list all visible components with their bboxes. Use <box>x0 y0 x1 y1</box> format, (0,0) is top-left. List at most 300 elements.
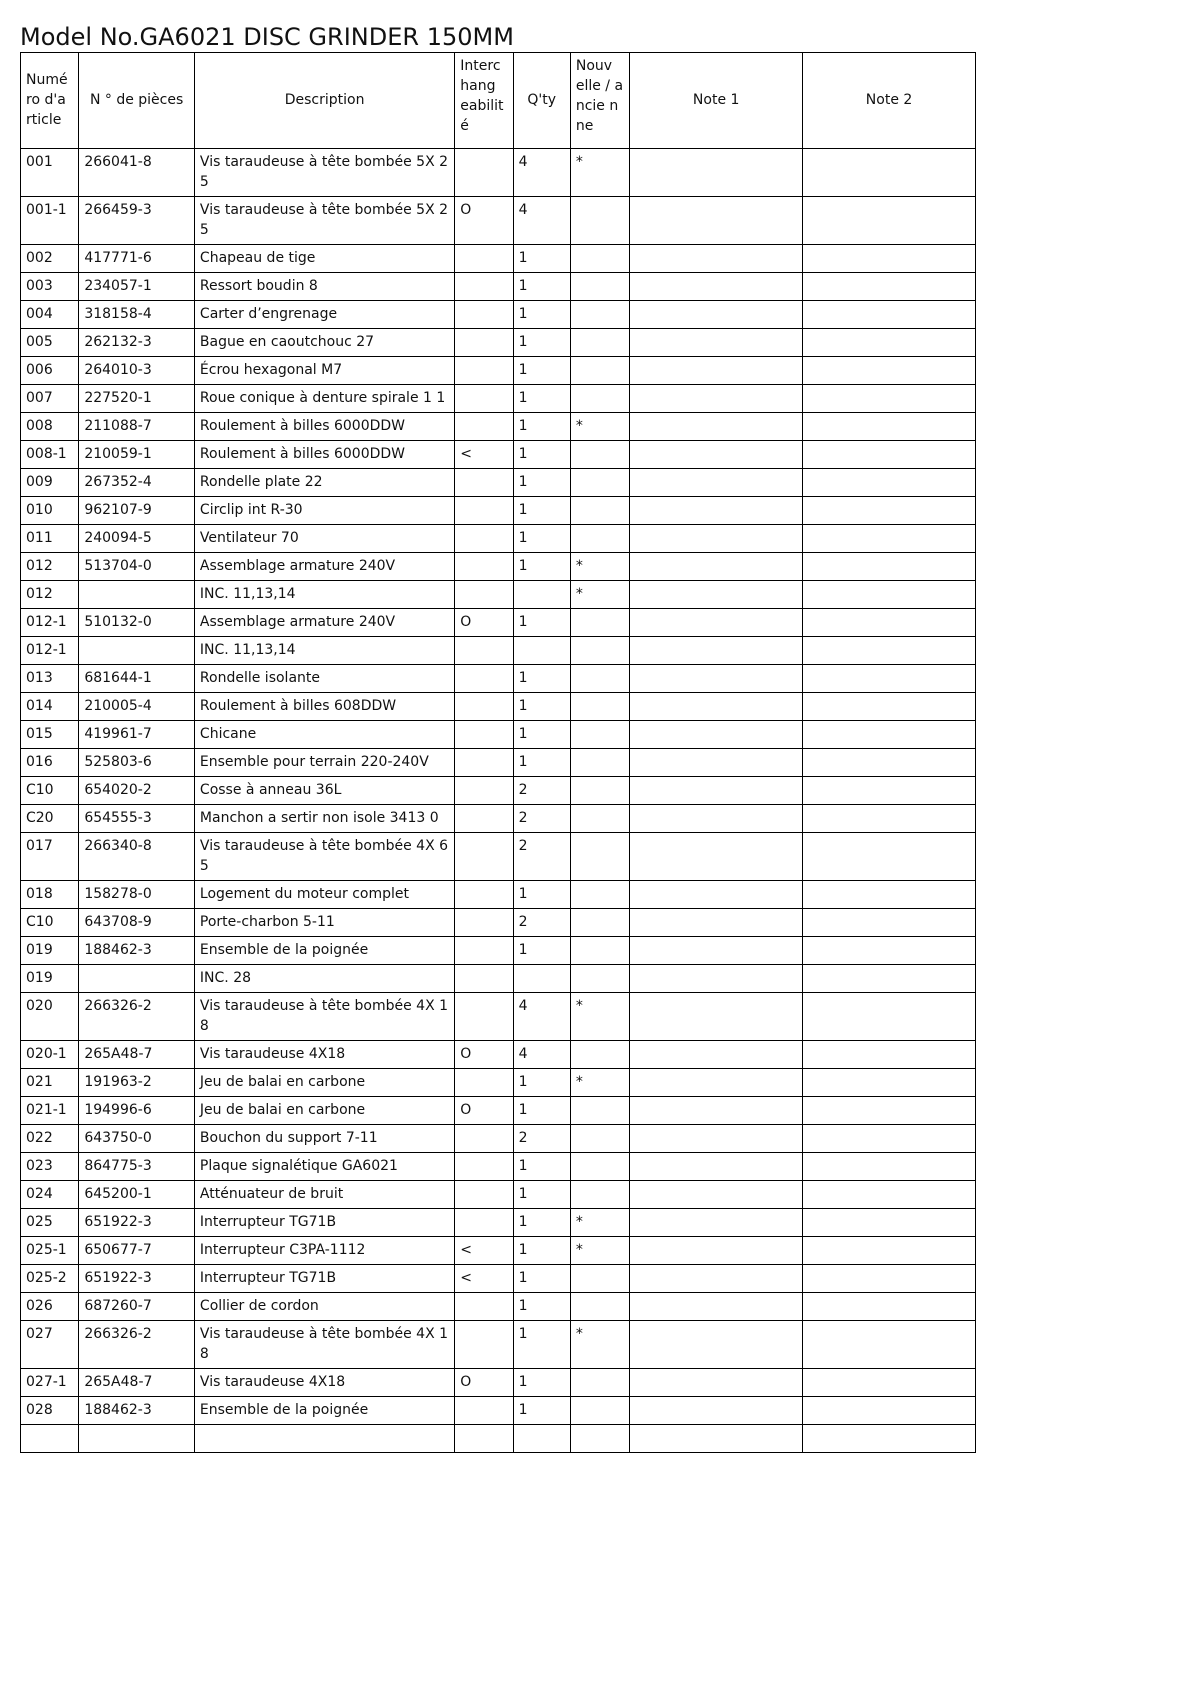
cell-item-number: 014 <box>21 693 79 721</box>
cell-part-number: 234057-1 <box>79 273 195 301</box>
cell-new-old <box>570 385 629 413</box>
cell-note-1 <box>630 777 803 805</box>
cell-description: Atténuateur de bruit <box>194 1181 454 1209</box>
cell-part-number: 654020-2 <box>79 777 195 805</box>
cell-note-1 <box>630 909 803 937</box>
cell-new-old <box>570 1125 629 1153</box>
cell-note-2 <box>803 909 976 937</box>
cell-item-number: 004 <box>21 301 79 329</box>
cell-note-1 <box>630 1181 803 1209</box>
cell-new-old <box>570 497 629 525</box>
cell-part-number: 267352-4 <box>79 469 195 497</box>
cell-item-number: 008-1 <box>21 441 79 469</box>
cell-part-number: 266340-8 <box>79 833 195 881</box>
cell-item-number: C10 <box>21 909 79 937</box>
document-title: Model No.GA6021 DISC GRINDER 150MM <box>20 23 514 51</box>
cell-item-number: 024 <box>21 1181 79 1209</box>
cell-note-1 <box>630 1069 803 1097</box>
cell-quantity <box>513 581 570 609</box>
table-row <box>21 1369 976 1397</box>
cell-interchangeability <box>455 777 513 805</box>
cell-quantity: 2 <box>513 833 570 881</box>
cell-note-1 <box>630 497 803 525</box>
cell-new-old <box>570 329 629 357</box>
cell-note-1 <box>630 245 803 273</box>
cell-interchangeability <box>455 721 513 749</box>
table-row <box>21 1265 976 1293</box>
cell-interchangeability <box>455 1209 513 1237</box>
cell-quantity: 1 <box>513 721 570 749</box>
cell-note-2 <box>803 1153 976 1181</box>
cell-new-old <box>570 197 629 245</box>
cell-part-number: 211088-7 <box>79 413 195 441</box>
cell-note-2 <box>803 357 976 385</box>
cell-quantity: 1 <box>513 553 570 581</box>
cell-part-number: 265A48-7 <box>79 1369 195 1397</box>
cell-note-1 <box>630 749 803 777</box>
cell-new-old <box>570 245 629 273</box>
table-row-empty <box>21 1425 976 1453</box>
table-row <box>21 777 976 805</box>
cell-part-number: 962107-9 <box>79 497 195 525</box>
parts-table-body <box>21 149 976 1453</box>
cell-note-2 <box>803 1265 976 1293</box>
cell-quantity <box>513 965 570 993</box>
cell-part-number <box>79 581 195 609</box>
table-row <box>21 1125 976 1153</box>
cell-note-1 <box>630 525 803 553</box>
cell-new-old <box>570 693 629 721</box>
table-row <box>21 721 976 749</box>
cell-note-2 <box>803 993 976 1041</box>
cell-note-2 <box>803 497 976 525</box>
cell-note-2 <box>803 1369 976 1397</box>
cell-description: Écrou hexagonal M7 <box>194 357 454 385</box>
table-row <box>21 197 976 245</box>
cell-new-old <box>570 609 629 637</box>
cell-note-2 <box>803 937 976 965</box>
cell-interchangeability <box>455 553 513 581</box>
cell-quantity: 1 <box>513 245 570 273</box>
cell-item-number: 026 <box>21 1293 79 1321</box>
cell-note-2 <box>803 1209 976 1237</box>
cell-quantity: 1 <box>513 385 570 413</box>
cell-interchangeability <box>455 637 513 665</box>
empty-cell <box>194 1425 454 1453</box>
cell-new-old: * <box>570 581 629 609</box>
cell-interchangeability: O <box>455 197 513 245</box>
cell-new-old <box>570 1265 629 1293</box>
cell-quantity: 1 <box>513 441 570 469</box>
table-row <box>21 149 976 197</box>
cell-description: Roulement à billes 6000DDW <box>194 441 454 469</box>
table-row <box>21 1397 976 1425</box>
cell-note-1 <box>630 721 803 749</box>
cell-note-1 <box>630 693 803 721</box>
cell-description: Ensemble pour terrain 220-240V <box>194 749 454 777</box>
cell-item-number: 008 <box>21 413 79 441</box>
cell-note-2 <box>803 1041 976 1069</box>
cell-description: Rondelle isolante <box>194 665 454 693</box>
cell-new-old <box>570 881 629 909</box>
cell-description: Assemblage armature 240V <box>194 553 454 581</box>
header-part-number: N ° de pièces <box>79 53 195 149</box>
table-row <box>21 637 976 665</box>
cell-quantity: 1 <box>513 1265 570 1293</box>
cell-new-old <box>570 1041 629 1069</box>
cell-note-1 <box>630 665 803 693</box>
cell-item-number: 011 <box>21 525 79 553</box>
cell-description: Logement du moteur complet <box>194 881 454 909</box>
cell-interchangeability <box>455 881 513 909</box>
cell-new-old <box>570 721 629 749</box>
cell-part-number: 210005-4 <box>79 693 195 721</box>
table-row <box>21 441 976 469</box>
cell-interchangeability: O <box>455 1097 513 1125</box>
cell-interchangeability: O <box>455 1041 513 1069</box>
cell-note-2 <box>803 469 976 497</box>
cell-item-number: 028 <box>21 1397 79 1425</box>
cell-part-number <box>79 965 195 993</box>
cell-quantity <box>513 637 570 665</box>
cell-new-old <box>570 301 629 329</box>
cell-part-number: 651922-3 <box>79 1209 195 1237</box>
cell-part-number: 318158-4 <box>79 301 195 329</box>
cell-new-old <box>570 833 629 881</box>
table-row <box>21 749 976 777</box>
cell-note-2 <box>803 273 976 301</box>
cell-item-number: 020 <box>21 993 79 1041</box>
cell-interchangeability <box>455 993 513 1041</box>
cell-interchangeability: < <box>455 1237 513 1265</box>
cell-part-number: 681644-1 <box>79 665 195 693</box>
cell-interchangeability <box>455 385 513 413</box>
cell-interchangeability <box>455 1397 513 1425</box>
cell-interchangeability <box>455 965 513 993</box>
cell-new-old <box>570 937 629 965</box>
empty-cell <box>455 1425 513 1453</box>
cell-quantity: 1 <box>513 1209 570 1237</box>
header-interchangeability: Interc hang eabilit é <box>455 53 513 149</box>
cell-part-number: 262132-3 <box>79 329 195 357</box>
cell-new-old: * <box>570 1237 629 1265</box>
cell-item-number: 023 <box>21 1153 79 1181</box>
cell-description: Roue conique à denture spirale 1 1 <box>194 385 454 413</box>
header-item-number: Numé ro d'a rticle <box>21 53 79 149</box>
cell-new-old <box>570 805 629 833</box>
cell-note-2 <box>803 525 976 553</box>
cell-quantity: 4 <box>513 993 570 1041</box>
cell-description: Chapeau de tige <box>194 245 454 273</box>
cell-description: Interrupteur TG71B <box>194 1265 454 1293</box>
cell-quantity: 1 <box>513 1397 570 1425</box>
cell-description: Jeu de balai en carbone <box>194 1069 454 1097</box>
cell-note-1 <box>630 1041 803 1069</box>
cell-item-number: 018 <box>21 881 79 909</box>
cell-part-number: 513704-0 <box>79 553 195 581</box>
cell-new-old <box>570 1153 629 1181</box>
header-note-2: Note 2 <box>803 53 976 149</box>
cell-item-number: 025-1 <box>21 1237 79 1265</box>
cell-item-number: 005 <box>21 329 79 357</box>
cell-part-number: 417771-6 <box>79 245 195 273</box>
cell-interchangeability <box>455 805 513 833</box>
cell-note-2 <box>803 805 976 833</box>
empty-cell <box>21 1425 79 1453</box>
cell-item-number: 012-1 <box>21 609 79 637</box>
cell-item-number: 012 <box>21 581 79 609</box>
cell-item-number: 020-1 <box>21 1041 79 1069</box>
cell-note-2 <box>803 777 976 805</box>
table-row <box>21 937 976 965</box>
header-new-old: Nouv elle / ancie nne <box>570 53 629 149</box>
cell-new-old: * <box>570 1069 629 1097</box>
cell-note-1 <box>630 805 803 833</box>
cell-note-1 <box>630 385 803 413</box>
cell-interchangeability <box>455 413 513 441</box>
table-row <box>21 1237 976 1265</box>
cell-part-number: 510132-0 <box>79 609 195 637</box>
cell-description: Vis taraudeuse à tête bombée 5X 25 <box>194 197 454 245</box>
cell-part-number: 266326-2 <box>79 993 195 1041</box>
cell-note-2 <box>803 581 976 609</box>
cell-item-number: 012-1 <box>21 637 79 665</box>
cell-description: Vis taraudeuse 4X18 <box>194 1369 454 1397</box>
cell-interchangeability <box>455 693 513 721</box>
cell-item-number: C10 <box>21 777 79 805</box>
table-row <box>21 1321 976 1369</box>
cell-part-number: 188462-3 <box>79 1397 195 1425</box>
cell-note-2 <box>803 609 976 637</box>
cell-interchangeability <box>455 301 513 329</box>
cell-new-old <box>570 525 629 553</box>
cell-item-number: 025-2 <box>21 1265 79 1293</box>
cell-interchangeability <box>455 273 513 301</box>
cell-note-2 <box>803 245 976 273</box>
cell-description: Ventilateur 70 <box>194 525 454 553</box>
cell-item-number: 017 <box>21 833 79 881</box>
cell-description: Vis taraudeuse à tête bombée 4X 18 <box>194 1321 454 1369</box>
cell-note-1 <box>630 1125 803 1153</box>
cell-note-1 <box>630 881 803 909</box>
cell-interchangeability <box>455 581 513 609</box>
cell-description: Plaque signalétique GA6021 <box>194 1153 454 1181</box>
cell-note-1 <box>630 965 803 993</box>
cell-part-number <box>79 637 195 665</box>
cell-note-1 <box>630 581 803 609</box>
cell-note-1 <box>630 1397 803 1425</box>
cell-description: Bouchon du support 7-11 <box>194 1125 454 1153</box>
cell-quantity: 1 <box>513 1153 570 1181</box>
cell-description: Roulement à billes 6000DDW <box>194 413 454 441</box>
cell-note-2 <box>803 1293 976 1321</box>
cell-quantity: 2 <box>513 909 570 937</box>
empty-cell <box>803 1425 976 1453</box>
cell-interchangeability <box>455 1153 513 1181</box>
cell-note-2 <box>803 749 976 777</box>
cell-note-1 <box>630 197 803 245</box>
cell-item-number: C20 <box>21 805 79 833</box>
cell-description: Rondelle plate 22 <box>194 469 454 497</box>
cell-quantity: 1 <box>513 693 570 721</box>
cell-description: Porte-charbon 5-11 <box>194 909 454 937</box>
cell-note-2 <box>803 1397 976 1425</box>
cell-part-number: 654555-3 <box>79 805 195 833</box>
cell-description: Carter d’engrenage <box>194 301 454 329</box>
cell-new-old <box>570 357 629 385</box>
cell-note-1 <box>630 1237 803 1265</box>
cell-note-2 <box>803 965 976 993</box>
header-description: Description <box>194 53 454 149</box>
cell-note-1 <box>630 329 803 357</box>
cell-interchangeability <box>455 329 513 357</box>
header-quantity: Q'ty <box>513 53 570 149</box>
cell-description: Assemblage armature 240V <box>194 609 454 637</box>
cell-note-2 <box>803 385 976 413</box>
cell-note-2 <box>803 413 976 441</box>
table-row <box>21 385 976 413</box>
cell-item-number: 001-1 <box>21 197 79 245</box>
cell-new-old <box>570 441 629 469</box>
cell-quantity: 1 <box>513 1181 570 1209</box>
cell-new-old: * <box>570 1321 629 1369</box>
cell-note-2 <box>803 1321 976 1369</box>
cell-item-number: 016 <box>21 749 79 777</box>
cell-note-1 <box>630 937 803 965</box>
cell-note-1 <box>630 1153 803 1181</box>
cell-item-number: 013 <box>21 665 79 693</box>
cell-quantity: 1 <box>513 1237 570 1265</box>
cell-note-1 <box>630 149 803 197</box>
cell-part-number: 643708-9 <box>79 909 195 937</box>
cell-interchangeability <box>455 149 513 197</box>
cell-part-number: 525803-6 <box>79 749 195 777</box>
cell-note-2 <box>803 301 976 329</box>
cell-interchangeability <box>455 245 513 273</box>
cell-new-old <box>570 1369 629 1397</box>
table-row <box>21 413 976 441</box>
cell-part-number: 158278-0 <box>79 881 195 909</box>
cell-note-1 <box>630 1321 803 1369</box>
cell-description: INC. 28 <box>194 965 454 993</box>
cell-note-1 <box>630 637 803 665</box>
cell-description: Circlip int R-30 <box>194 497 454 525</box>
cell-new-old <box>570 637 629 665</box>
cell-new-old: * <box>570 993 629 1041</box>
cell-interchangeability <box>455 357 513 385</box>
cell-item-number: 027-1 <box>21 1369 79 1397</box>
cell-part-number: 650677-7 <box>79 1237 195 1265</box>
table-row <box>21 1293 976 1321</box>
cell-item-number: 002 <box>21 245 79 273</box>
table-row <box>21 1069 976 1097</box>
cell-note-1 <box>630 413 803 441</box>
cell-interchangeability <box>455 665 513 693</box>
cell-quantity: 2 <box>513 777 570 805</box>
table-row <box>21 1153 976 1181</box>
cell-item-number: 003 <box>21 273 79 301</box>
cell-interchangeability <box>455 1069 513 1097</box>
cell-quantity: 1 <box>513 665 570 693</box>
cell-interchangeability <box>455 469 513 497</box>
cell-description: INC. 11,13,14 <box>194 637 454 665</box>
cell-note-1 <box>630 1369 803 1397</box>
table-row <box>21 1097 976 1125</box>
table-row <box>21 881 976 909</box>
cell-note-2 <box>803 441 976 469</box>
empty-cell <box>570 1425 629 1453</box>
cell-new-old <box>570 749 629 777</box>
cell-quantity: 1 <box>513 469 570 497</box>
cell-new-old <box>570 1181 629 1209</box>
cell-part-number: 864775-3 <box>79 1153 195 1181</box>
table-row <box>21 693 976 721</box>
cell-quantity: 1 <box>513 273 570 301</box>
cell-part-number: 264010-3 <box>79 357 195 385</box>
table-row <box>21 581 976 609</box>
cell-item-number: 021 <box>21 1069 79 1097</box>
cell-interchangeability <box>455 833 513 881</box>
header-note-1: Note 1 <box>630 53 803 149</box>
parts-table <box>20 52 976 1453</box>
cell-note-2 <box>803 881 976 909</box>
cell-quantity: 2 <box>513 805 570 833</box>
cell-interchangeability: < <box>455 1265 513 1293</box>
empty-cell <box>513 1425 570 1453</box>
cell-description: INC. 11,13,14 <box>194 581 454 609</box>
table-row <box>21 965 976 993</box>
cell-quantity: 1 <box>513 329 570 357</box>
cell-new-old <box>570 273 629 301</box>
cell-note-1 <box>630 301 803 329</box>
cell-note-1 <box>630 993 803 1041</box>
cell-description: Jeu de balai en carbone <box>194 1097 454 1125</box>
cell-part-number: 188462-3 <box>79 937 195 965</box>
cell-note-2 <box>803 197 976 245</box>
cell-note-2 <box>803 1097 976 1125</box>
cell-quantity: 1 <box>513 357 570 385</box>
cell-note-1 <box>630 1293 803 1321</box>
cell-new-old <box>570 777 629 805</box>
cell-part-number: 240094-5 <box>79 525 195 553</box>
cell-interchangeability <box>455 525 513 553</box>
cell-interchangeability <box>455 1293 513 1321</box>
table-row <box>21 273 976 301</box>
cell-new-old <box>570 1097 629 1125</box>
cell-note-2 <box>803 149 976 197</box>
table-row <box>21 665 976 693</box>
cell-note-2 <box>803 833 976 881</box>
cell-quantity: 4 <box>513 149 570 197</box>
cell-quantity: 2 <box>513 1125 570 1153</box>
cell-note-1 <box>630 1265 803 1293</box>
cell-note-2 <box>803 1181 976 1209</box>
cell-description: Interrupteur TG71B <box>194 1209 454 1237</box>
table-row <box>21 909 976 937</box>
cell-note-2 <box>803 665 976 693</box>
cell-interchangeability <box>455 1125 513 1153</box>
cell-interchangeability: O <box>455 1369 513 1397</box>
cell-quantity: 1 <box>513 497 570 525</box>
table-row <box>21 993 976 1041</box>
table-row <box>21 301 976 329</box>
cell-note-1 <box>630 441 803 469</box>
cell-description: Vis taraudeuse à tête bombée 5X 25 <box>194 149 454 197</box>
cell-note-1 <box>630 1097 803 1125</box>
cell-quantity: 1 <box>513 413 570 441</box>
table-row <box>21 469 976 497</box>
cell-quantity: 1 <box>513 609 570 637</box>
